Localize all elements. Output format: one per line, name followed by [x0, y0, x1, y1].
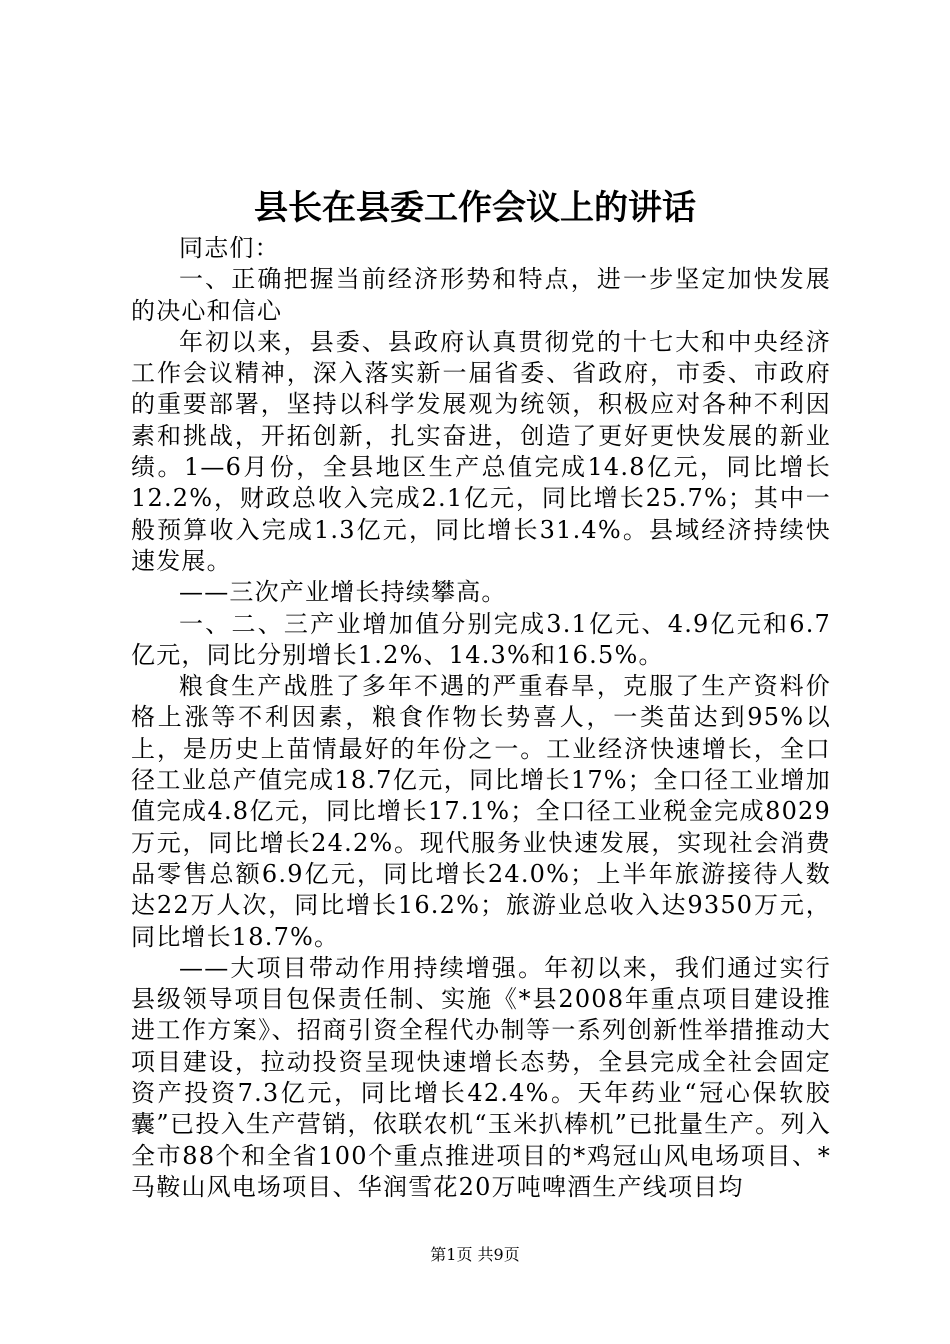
paragraph: 年初以来，县委、县政府认真贯彻党的十七大和中央经济工作会议精神，深入落实新一届省委、省政府，市委、市政府的重要部署，坚持以科学发展观为统领，积极应对各种不利因素和挑战，开拓创新，扎实奋进，创造了更好更快发展的新业绩。1—6月份，全县地区生产总值完成14.8亿元，同比增长12.2%，财政总收入完成2.1亿元，同比增长25.7%；其中一般预算收入完成1.3亿元，同比增长31.4%。县域经济持续快速发展。 — [131, 327, 831, 575]
section-heading: 一、正确把握当前经济形势和特点，进一步坚定加快发展的决心和信心 — [131, 265, 831, 325]
subheading: ——三次产业增长持续攀高。 — [179, 578, 507, 607]
document-body — [131, 233, 831, 1203]
salutation: 同志们： — [179, 234, 280, 262]
paragraph: 粮食生产战胜了多年不遇的严重春旱，克服了生产资料价格上涨等不利因素，粮食作物长势喜人，一类苗达到95%以上，是历史上苗情最好的年份之一。工业经济快速增长，全口径工业总产值完成18.7亿元，同比增长17%；全口径工业增加值完成4.8亿元，同比增长17.1%；全口径工业税金完成8029万元，同比增长24.2%。现代服务业快速发展，实现社会消费品零售总额6.9亿元，同比增长24.0%；上半年旅游接待人数达22万人次，同比增长16.2%；旅游业总收入达9350万元，同比增长18.7%。 — [131, 672, 831, 951]
document-title: 县长在县委工作会议上的讲话 — [254, 188, 696, 228]
paragraph: ——大项目带动作用持续增强。年初以来，我们通过实行县级领导项目包保责任制、实施《*县2008年重点项目建设推进工作方案》、招商引资全程代办制等一系列创新性举措推动大项目建设，拉动投资呈现快速增长态势，全县完成全社会固定资产投资7.3亿元，同比增长42.4%。天年药业“冠心保软胶囊”已投入生产营销，依联农机“玉米扒棒机”已批量生产。列入全市88个和全省100个重点推进项目的*鸡冠山风电场项目、*马鞍山风电场项目、华润雪花20万吨啤酒生产线项目均 — [131, 953, 831, 1201]
page-footer: 第1页 共9页 — [430, 1245, 520, 1264]
paragraph: 一、二、三产业增加值分别完成3.1亿元、4.9亿元和6.7亿元，同比分别增长1.2%、14.3%和16.5%。 — [131, 609, 831, 669]
